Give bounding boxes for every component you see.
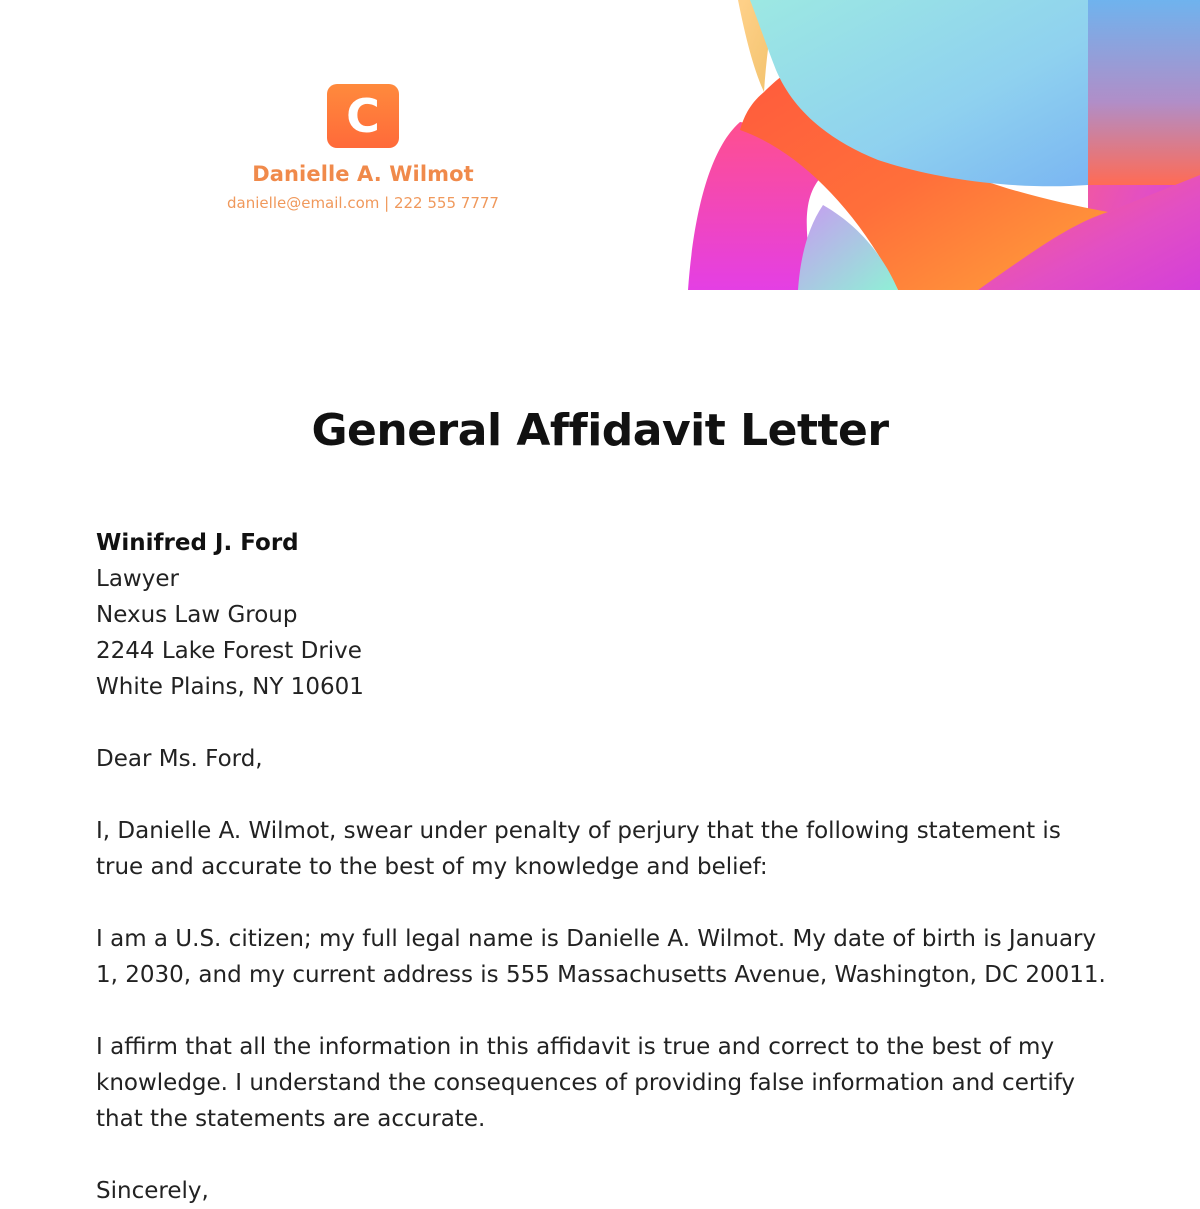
sender-contact: danielle@email.com | 222 555 7777 (227, 194, 499, 212)
letter-body (96, 525, 1106, 1209)
sender-block (160, 84, 566, 212)
letterhead (0, 0, 1200, 290)
decorative-gradient-art (688, 0, 1200, 290)
salutation: Dear Ms. Ford, (96, 746, 263, 772)
closing: Sincerely, (96, 1178, 209, 1204)
document-title: General Affidavit Letter (311, 405, 889, 456)
company-logo: C (327, 84, 399, 148)
recipient-role: Lawyer (96, 566, 179, 592)
recipient-street: 2244 Lake Forest Drive (96, 638, 362, 664)
recipient-address-block (96, 525, 1106, 705)
paragraph-oath: I, Danielle A. Wilmot, swear under penalty of perjury that the following statement is true and accurate to the best of my knowledge and belief: (96, 818, 1061, 880)
paragraph-identity: I am a U.S. citizen; my full legal name is Danielle A. Wilmot. My date of birth is January 1, 2030, and my current address is 555 Massachusetts Avenue, Washington, DC 20011. (96, 926, 1106, 988)
recipient-city: White Plains, NY 10601 (96, 674, 364, 700)
recipient-company: Nexus Law Group (96, 602, 298, 628)
recipient-name: Winifred J. Ford (96, 530, 299, 556)
paragraph-affirmation: I affirm that all the information in this affidavit is true and correct to the best of my knowledge. I understand the consequences of providing false information and certify that the statements are accurate. (96, 1034, 1076, 1132)
sender-name: Danielle A. Wilmot (252, 162, 474, 186)
